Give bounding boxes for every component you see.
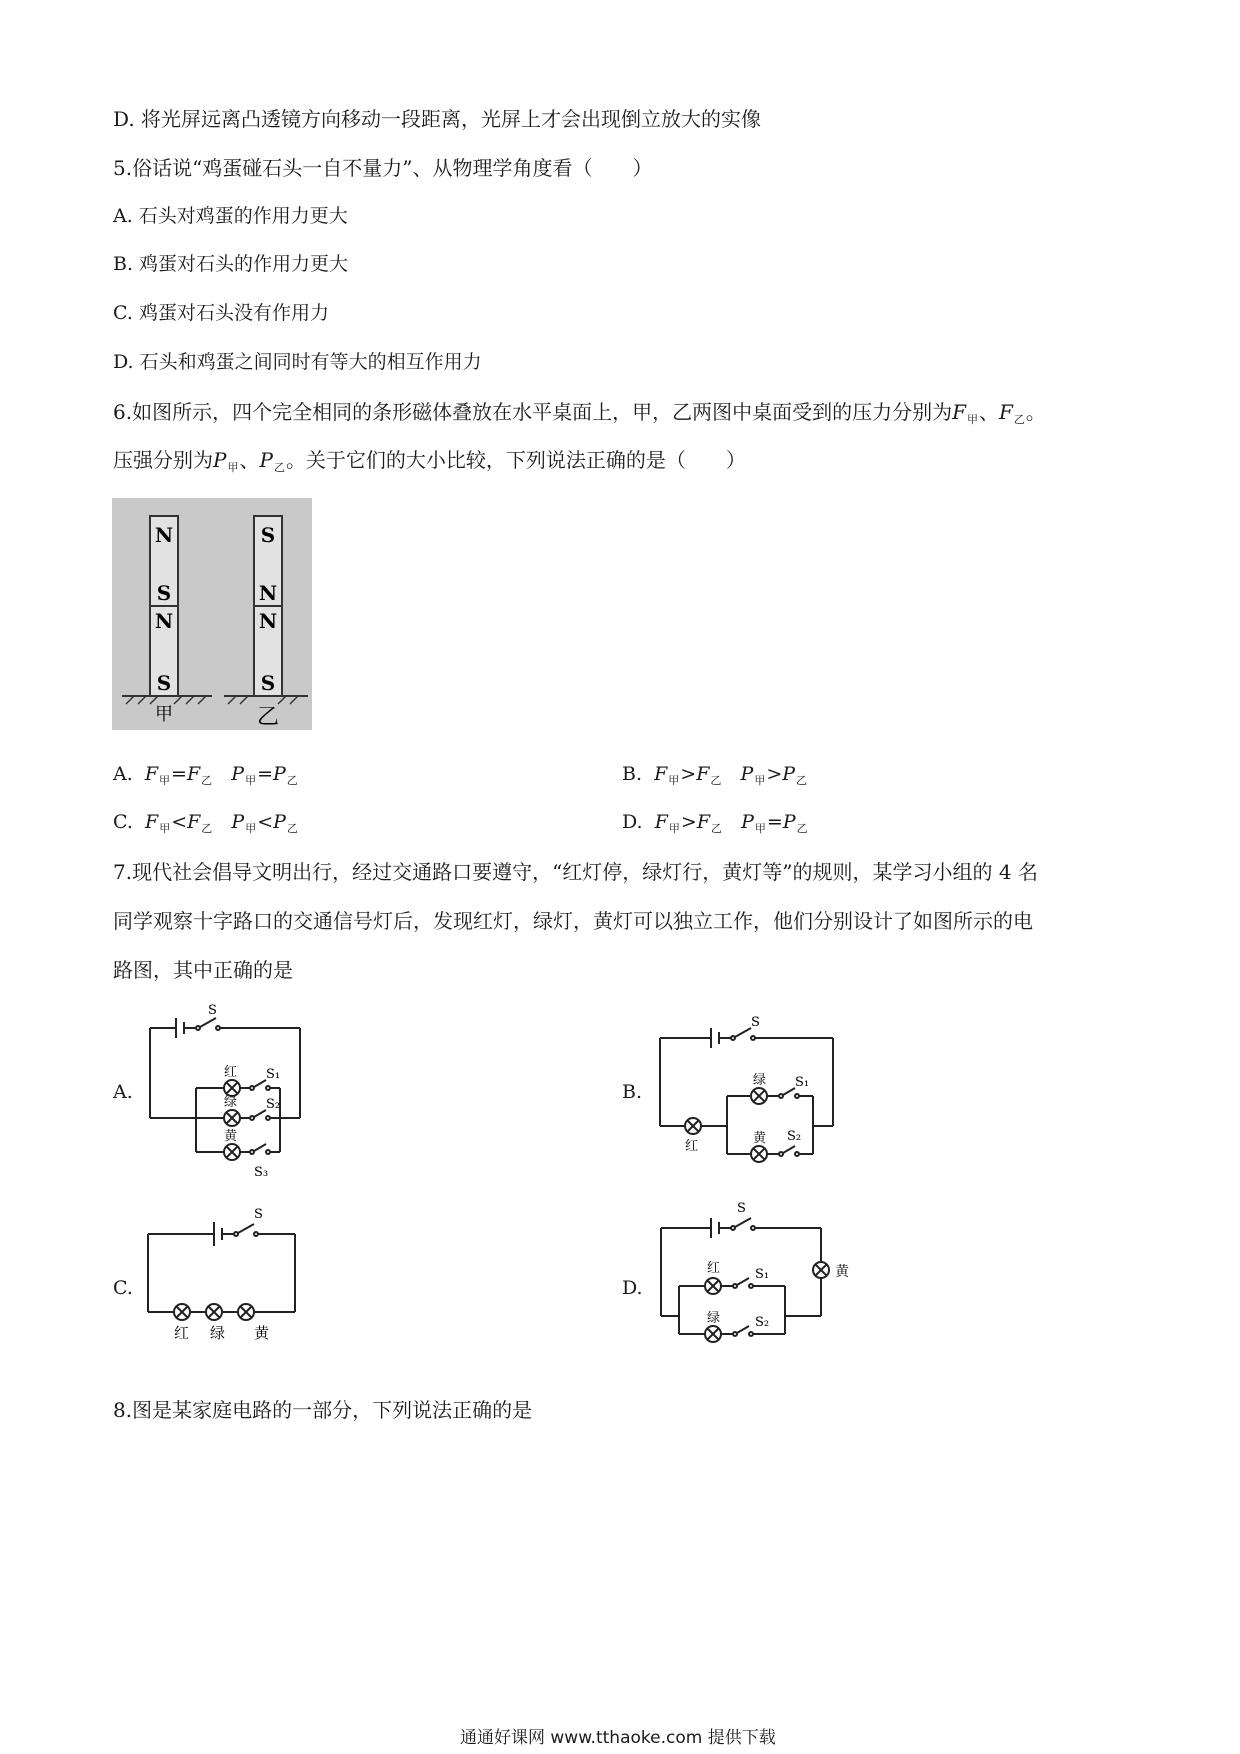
pole-label: S bbox=[260, 523, 276, 547]
svg-text:S₂: S₂ bbox=[787, 1129, 802, 1144]
q7-stem-line3: 路图，其中正确的是 bbox=[113, 958, 293, 982]
svg-text:黄: 黄 bbox=[835, 1264, 849, 1280]
svg-text:S: S bbox=[254, 1207, 263, 1222]
svg-text:S: S bbox=[208, 1003, 217, 1018]
svg-text:黄: 黄 bbox=[254, 1324, 270, 1340]
pole-label: S bbox=[156, 581, 172, 605]
svg-text:绿: 绿 bbox=[707, 1311, 721, 1326]
circuit-c bbox=[140, 1200, 310, 1340]
q4-option-d: D. 将光屏远离凸透镜方向移动一段距离，光屏上才会出现倒立放大的实像 bbox=[113, 107, 762, 131]
q5-option-a: A. 石头对鸡蛋的作用力更大 bbox=[113, 205, 348, 227]
magnet-stack-left bbox=[150, 516, 178, 696]
pole-label: S bbox=[260, 671, 276, 695]
pole-label: N bbox=[154, 609, 174, 633]
q5-option-d: D. 石头和鸡蛋之间同时有等大的相互作用力 bbox=[113, 351, 482, 373]
svg-text:S₁: S₁ bbox=[795, 1075, 810, 1090]
pole-label: N bbox=[258, 581, 278, 605]
pole-label: S bbox=[156, 671, 172, 695]
svg-text:S₂: S₂ bbox=[755, 1315, 770, 1330]
q7-option-d-letter: D. bbox=[622, 1277, 643, 1299]
svg-text:S₁: S₁ bbox=[266, 1067, 281, 1082]
q5-stem: 5.俗话说“鸡蛋碰石头一自不量力”、从物理学角度看（ ） bbox=[113, 156, 653, 180]
q6-magnet-figure bbox=[112, 498, 312, 730]
svg-text:S₂: S₂ bbox=[266, 1097, 281, 1112]
q8-stem: 8.图是某家庭电路的一部分，下列说法正确的是 bbox=[113, 1398, 533, 1422]
pole-label: N bbox=[258, 609, 278, 633]
pole-label: N bbox=[154, 523, 174, 547]
circuit-b bbox=[655, 1008, 855, 1178]
magnet-stack-right bbox=[254, 516, 282, 696]
q5-option-b: B. 鸡蛋对石头的作用力更大 bbox=[113, 253, 349, 275]
svg-text:红: 红 bbox=[224, 1065, 238, 1080]
q7-option-b-letter: B. bbox=[622, 1081, 643, 1103]
q6-option-d: D. $F_甲>F_乙$ $P_甲=P_乙$ bbox=[622, 811, 808, 835]
svg-text:红: 红 bbox=[707, 1261, 721, 1276]
q6-option-b: B. $F_甲>F_乙$ $P_甲>P_乙$ bbox=[622, 763, 808, 787]
q5-option-c: C. 鸡蛋对石头没有作用力 bbox=[113, 302, 329, 324]
svg-text:绿: 绿 bbox=[224, 1095, 238, 1110]
svg-text:黄: 黄 bbox=[753, 1131, 767, 1146]
svg-text:绿: 绿 bbox=[210, 1324, 226, 1340]
figure-label-yi: 乙 bbox=[256, 705, 280, 730]
page-footer: 通通好课网 www.tthaoke.com 提供下载 bbox=[460, 1728, 776, 1748]
svg-text:S: S bbox=[737, 1201, 746, 1216]
q7-stem-line1: 7.现代社会倡导文明出行，经过交通路口要遵守，“红灯停，绿灯行，黄灯等”的规则，某学习小组的 4 名 bbox=[113, 860, 1038, 884]
svg-text:S₁: S₁ bbox=[755, 1267, 770, 1282]
q6-stem-line1: 6.如图所示，四个完全相同的条形磁体叠放在水平桌面上，甲，乙两图中桌面受到的压力分别为$F_甲$、$F_乙$。 bbox=[113, 400, 1046, 426]
q6-stem-line2: 压强分别为$P_甲$、$P_乙$。关于它们的大小比较，下列说法正确的是（ ） bbox=[113, 448, 746, 474]
q7-stem-line2: 同学观察十字路口的交通信号灯后，发现红灯，绿灯，黄灯可以独立工作，他们分别设计了如图所示的电 bbox=[113, 909, 1033, 933]
svg-text:红: 红 bbox=[174, 1324, 190, 1340]
circuit-d bbox=[655, 1198, 865, 1348]
figure-label-jia: 甲 bbox=[155, 704, 173, 725]
circuit-a bbox=[138, 1000, 318, 1180]
svg-text:S₃: S₃ bbox=[254, 1165, 269, 1180]
svg-text:红: 红 bbox=[685, 1139, 699, 1154]
q6-option-a: A. $F_甲=F_乙$ $P_甲=P_乙$ bbox=[113, 763, 298, 787]
q6-option-c: C. $F_甲<F_乙$ $P_甲<P_乙$ bbox=[113, 811, 298, 835]
svg-text:黄: 黄 bbox=[224, 1129, 238, 1144]
svg-text:绿: 绿 bbox=[753, 1073, 767, 1088]
svg-text:S: S bbox=[751, 1015, 760, 1030]
q7-option-a-letter: A. bbox=[113, 1081, 133, 1103]
q7-option-c-letter: C. bbox=[113, 1277, 133, 1299]
